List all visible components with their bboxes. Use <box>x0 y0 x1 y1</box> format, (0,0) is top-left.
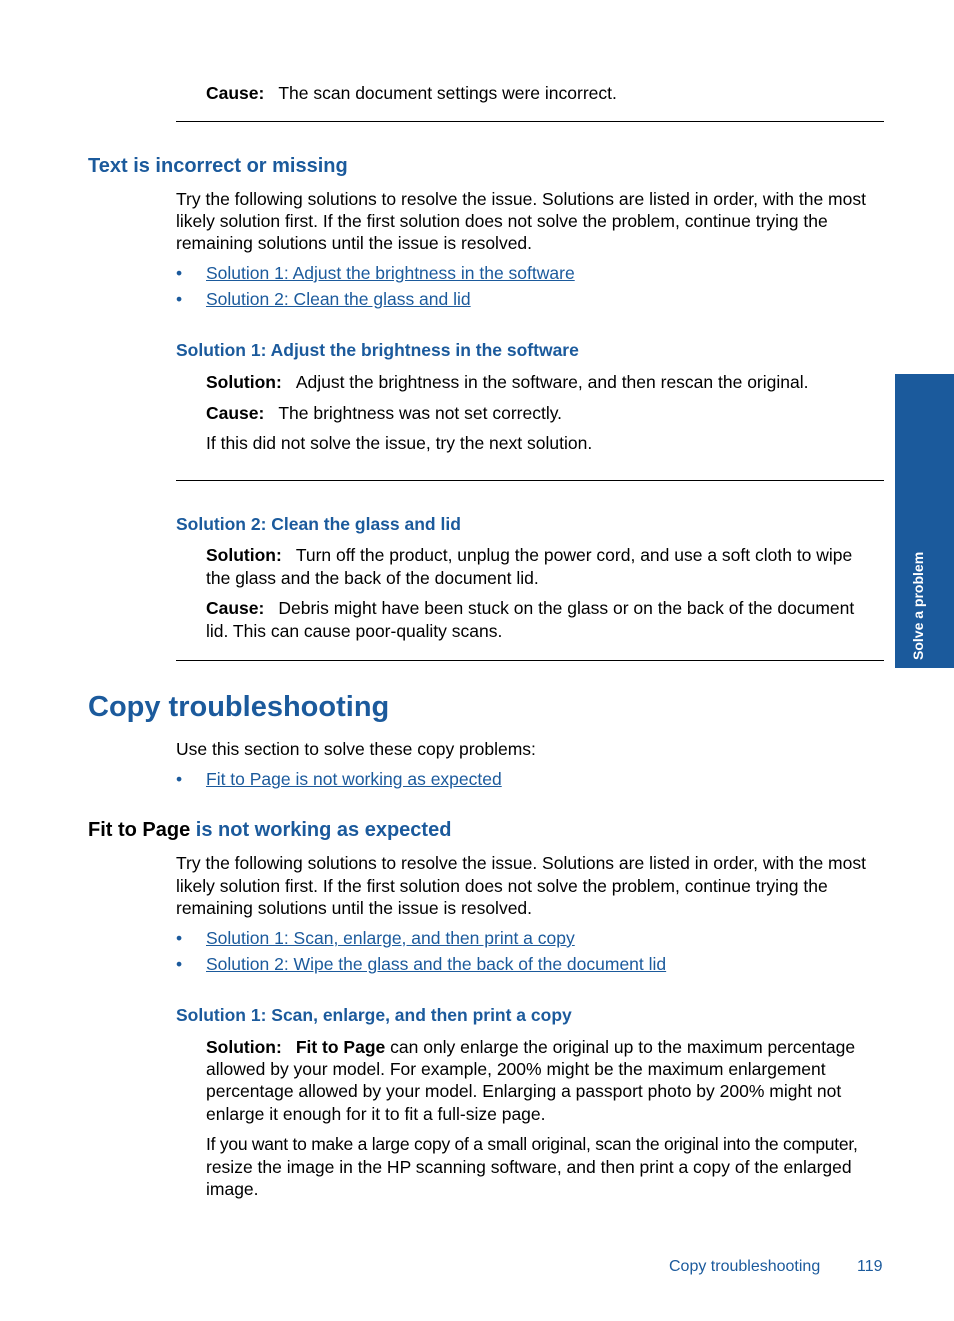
side-tab-label: Solve a problem <box>910 551 926 660</box>
link-solution-2-clean-glass[interactable]: Solution 2: Clean the glass and lid <box>206 289 471 309</box>
solution-1-scan-heading: Solution 1: Scan, enlarge, and then print a copy <box>176 1005 572 1025</box>
bullet: • <box>176 263 183 283</box>
solution-text-cont: enlarge it enough for it to fit a full-size page. <box>206 1104 546 1124</box>
solution-text: Adjust the brightness in the software, and then rescan the original. <box>295 372 809 392</box>
cause-line <box>206 597 854 619</box>
intro-line: likely solution first. If the first solution does not solve the problem, continue trying the <box>176 211 828 231</box>
section-heading-text-missing: Text is incorrect or missing <box>88 155 348 177</box>
cause-line <box>206 402 562 424</box>
cause-text: The brightness was not set correctly. <box>278 403 563 423</box>
bullet: • <box>176 769 183 789</box>
solution-label: Solution: <box>206 372 282 392</box>
divider <box>176 121 884 122</box>
bullet: • <box>176 928 183 948</box>
page-number: 119 <box>857 1258 883 1275</box>
copy-intro: Use this section to solve these copy problems: <box>176 739 536 759</box>
next-solution-text: If this did not solve the issue, try the next solution. <box>206 433 593 453</box>
solution-label: Solution: <box>206 545 282 565</box>
cause-line <box>206 82 617 104</box>
solution-line <box>206 371 808 393</box>
divider <box>176 480 884 481</box>
link-fit-to-page[interactable]: Fit to Page is not working as expected <box>206 769 502 789</box>
fit-to-page-heading <box>88 819 451 842</box>
divider <box>176 660 884 661</box>
intro-line: remaining solutions until the issue is resolved. <box>176 898 533 918</box>
bullet: • <box>176 289 183 309</box>
bullet: • <box>176 954 183 974</box>
intro-line: remaining solutions until the issue is resolved. <box>176 233 533 253</box>
cause-text-cont: lid. This can cause poor-quality scans. <box>206 621 503 641</box>
solution-label: Solution: <box>206 1037 282 1057</box>
solution-text: Turn off the product, unplug the power cord, and use a soft cloth to wipe <box>295 545 853 565</box>
solution-text-cont: the glass and the back of the document lid. <box>206 568 539 588</box>
para2-line: resize the image in the HP scanning software, and then print a copy of the enlarged <box>206 1157 852 1177</box>
solution-1-heading: Solution 1: Adjust the brightness in the software <box>176 340 579 360</box>
fit-to-page-heading-rest: is not working as expected <box>190 819 452 841</box>
intro-line: Try the following solutions to resolve the issue. Solutions are listed in order, with the most <box>176 189 866 209</box>
cause-label: Cause: <box>206 403 265 423</box>
link-solution-2-wipe-glass[interactable]: Solution 2: Wipe the glass and the back of the document lid <box>206 954 667 974</box>
solution-text-cont: percentage allowed by your model. Enlarging a passport photo by 200% might not <box>206 1081 842 1101</box>
solution-2-heading: Solution 2: Clean the glass and lid <box>176 514 461 534</box>
cause-text: The scan document settings were incorrect. <box>278 83 617 103</box>
solution-line <box>206 544 852 566</box>
para2-line: image. <box>206 1179 259 1199</box>
footer-section: Copy troubleshooting <box>669 1258 821 1275</box>
link-solution-1-brightness[interactable]: Solution 1: Adjust the brightness in the software <box>206 263 575 283</box>
solution-line <box>206 1036 855 1058</box>
cause-label: Cause: <box>206 598 265 618</box>
fit-to-page-heading-bold: Fit to Page <box>88 819 191 841</box>
para2-line: If you want to make a large copy of a small original, scan the original into the computer, <box>206 1134 858 1154</box>
intro-line: Try the following solutions to resolve the issue. Solutions are listed in order, with the most <box>176 853 866 873</box>
solution-text-cont: allowed by your model. For example, 200% might be the maximum enlargement <box>206 1059 826 1079</box>
cause-label: Cause: <box>206 83 265 103</box>
link-solution-1-scan-enlarge[interactable]: Solution 1: Scan, enlarge, and then print a copy <box>206 928 575 948</box>
page-title: Copy troubleshooting <box>88 691 390 723</box>
fit-to-page-term: Fit to Page <box>295 1037 386 1057</box>
cause-text: Debris might have been stuck on the glass or on the back of the document <box>278 598 855 618</box>
intro-line: likely solution first. If the first solution does not solve the problem, continue trying the <box>176 876 828 896</box>
solution-text: can only enlarge the original up to the maximum percentage <box>385 1037 856 1057</box>
